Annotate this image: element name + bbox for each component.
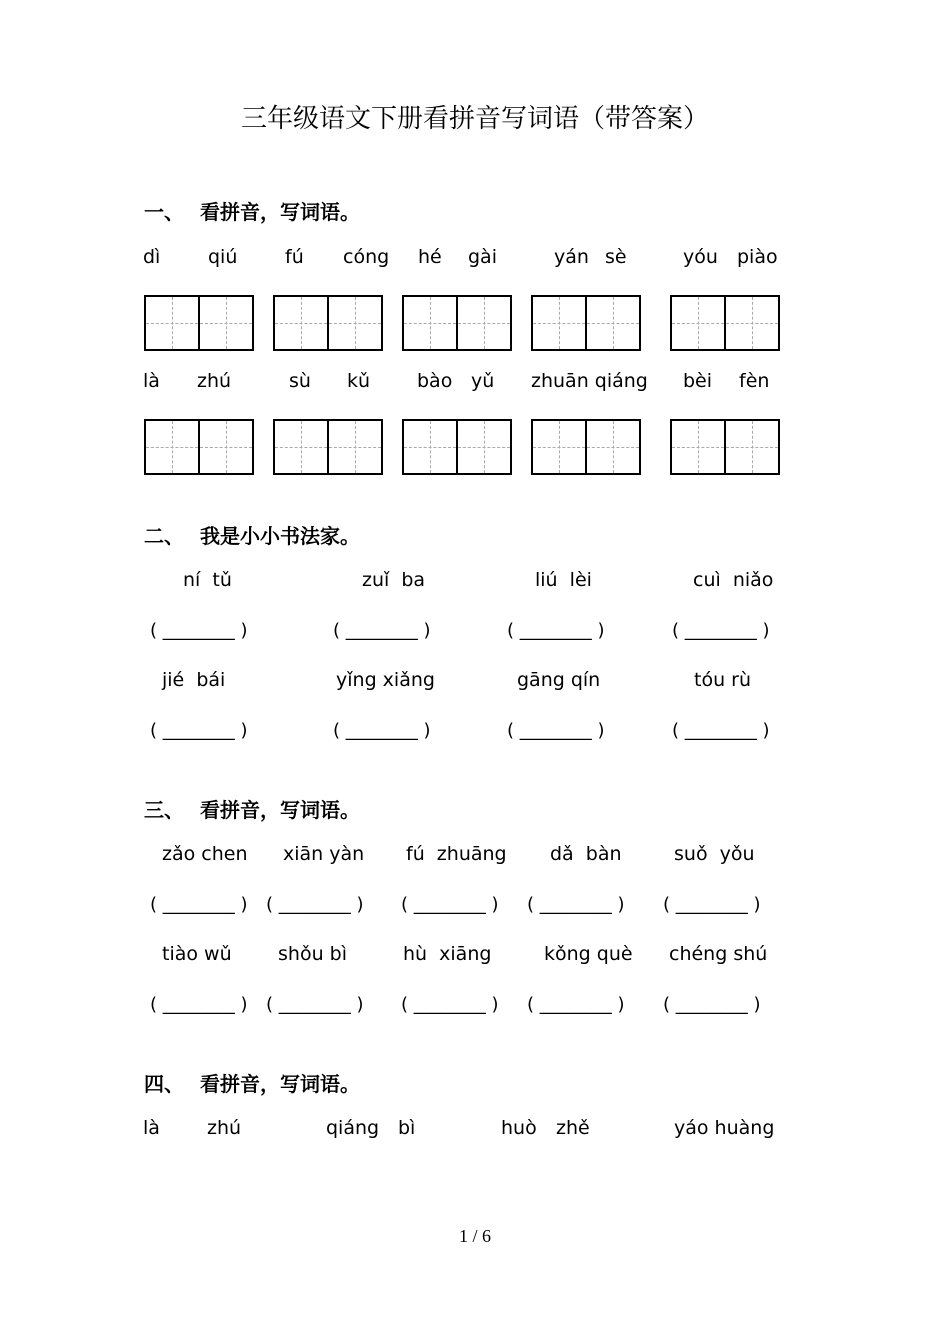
writing-grid[interactable] xyxy=(531,295,641,351)
section-2-number: 二、 xyxy=(144,524,184,548)
pinyin: tóu rù xyxy=(694,669,752,691)
page-title: 三年级语文下册看拼音写词语（带答案） xyxy=(240,104,709,134)
section-2-heading: 我是小小书法家。 xyxy=(200,524,360,548)
pinyin: qiáng xyxy=(326,1117,380,1139)
pinyin: cuì niǎo xyxy=(693,569,774,591)
pinyin: piào xyxy=(737,246,778,268)
pinyin: shǒu bì xyxy=(278,943,347,965)
pinyin: xiān yàn xyxy=(283,843,365,865)
pinyin: kǔ xyxy=(347,370,371,392)
writing-grid[interactable] xyxy=(531,419,641,475)
writing-grid[interactable] xyxy=(670,419,780,475)
section-3-heading: 看拼音，写词语。 xyxy=(200,798,360,822)
pinyin: hé xyxy=(418,246,442,268)
pinyin: zhú xyxy=(207,1117,242,1139)
writing-grid[interactable] xyxy=(402,295,512,351)
answer-blank[interactable]: ( ________ ) xyxy=(401,994,499,1015)
answer-blank[interactable]: ( ________ ) xyxy=(527,894,625,915)
pinyin: yán xyxy=(554,246,589,268)
pinyin: cóng xyxy=(343,246,390,268)
pinyin: gài xyxy=(468,246,497,268)
section-4-number: 四、 xyxy=(144,1072,184,1096)
pinyin: ní tǔ xyxy=(183,569,232,591)
section-4-heading: 看拼音，写词语。 xyxy=(200,1072,360,1096)
answer-blank[interactable]: ( ________ ) xyxy=(333,720,431,741)
answer-blank[interactable]: ( ________ ) xyxy=(266,994,364,1015)
writing-grid[interactable] xyxy=(273,295,383,351)
pinyin: kǒng què xyxy=(544,943,633,965)
writing-grid[interactable] xyxy=(144,419,254,475)
pinyin: fú zhuāng xyxy=(406,843,507,865)
pinyin: chéng shú xyxy=(669,943,768,965)
pinyin: bào xyxy=(417,370,453,392)
answer-blank[interactable]: ( ________ ) xyxy=(507,620,605,641)
section-1-number: 一、 xyxy=(144,200,184,224)
answer-blank[interactable]: ( ________ ) xyxy=(266,894,364,915)
pinyin: yǔ xyxy=(471,370,495,392)
answer-blank[interactable]: ( ________ ) xyxy=(150,894,248,915)
answer-blank[interactable]: ( ________ ) xyxy=(507,720,605,741)
pinyin: zhú xyxy=(197,370,232,392)
writing-grid[interactable] xyxy=(402,419,512,475)
pinyin: dǎ bàn xyxy=(550,843,622,865)
answer-blank[interactable]: ( ________ ) xyxy=(150,994,248,1015)
writing-grid[interactable] xyxy=(273,419,383,475)
answer-blank[interactable]: ( ________ ) xyxy=(333,620,431,641)
pinyin: zǎo chen xyxy=(162,843,248,865)
answer-blank[interactable]: ( ________ ) xyxy=(150,720,248,741)
pinyin: là xyxy=(143,370,160,392)
writing-grid[interactable] xyxy=(670,295,780,351)
answer-blank[interactable]: ( ________ ) xyxy=(663,894,761,915)
pinyin: zhuān qiáng xyxy=(531,370,648,392)
pinyin: sù xyxy=(289,370,311,392)
answer-blank[interactable]: ( ________ ) xyxy=(150,620,248,641)
section-1-heading: 看拼音，写词语。 xyxy=(200,200,360,224)
pinyin: hù xiāng xyxy=(403,943,492,965)
pinyin: bì xyxy=(398,1117,416,1139)
pinyin: yǐng xiǎng xyxy=(336,669,435,691)
section-3-number: 三、 xyxy=(144,798,184,822)
answer-blank[interactable]: ( ________ ) xyxy=(663,994,761,1015)
pinyin: gāng qín xyxy=(517,669,601,691)
pinyin: zuǐ ba xyxy=(362,569,426,591)
pinyin: tiào wǔ xyxy=(162,943,232,965)
pinyin: fú xyxy=(285,246,304,268)
pinyin: suǒ yǒu xyxy=(674,843,755,865)
pinyin: huò xyxy=(501,1117,537,1139)
writing-grid[interactable] xyxy=(144,295,254,351)
pinyin: yóu xyxy=(683,246,718,268)
pinyin: liú lèi xyxy=(535,569,592,591)
pinyin: sè xyxy=(605,246,627,268)
pinyin: dì xyxy=(143,246,161,268)
answer-blank[interactable]: ( ________ ) xyxy=(672,720,770,741)
answer-blank[interactable]: ( ________ ) xyxy=(527,994,625,1015)
pinyin: fèn xyxy=(739,370,770,392)
pinyin: là xyxy=(143,1117,160,1139)
pinyin: yáo huàng xyxy=(674,1117,775,1139)
page-number: 1 / 6 xyxy=(458,1226,491,1246)
pinyin: qiú xyxy=(208,246,238,268)
pinyin: bèi xyxy=(683,370,713,392)
pinyin: zhě xyxy=(556,1117,590,1139)
pinyin: jié bái xyxy=(162,669,226,691)
answer-blank[interactable]: ( ________ ) xyxy=(672,620,770,641)
answer-blank[interactable]: ( ________ ) xyxy=(401,894,499,915)
